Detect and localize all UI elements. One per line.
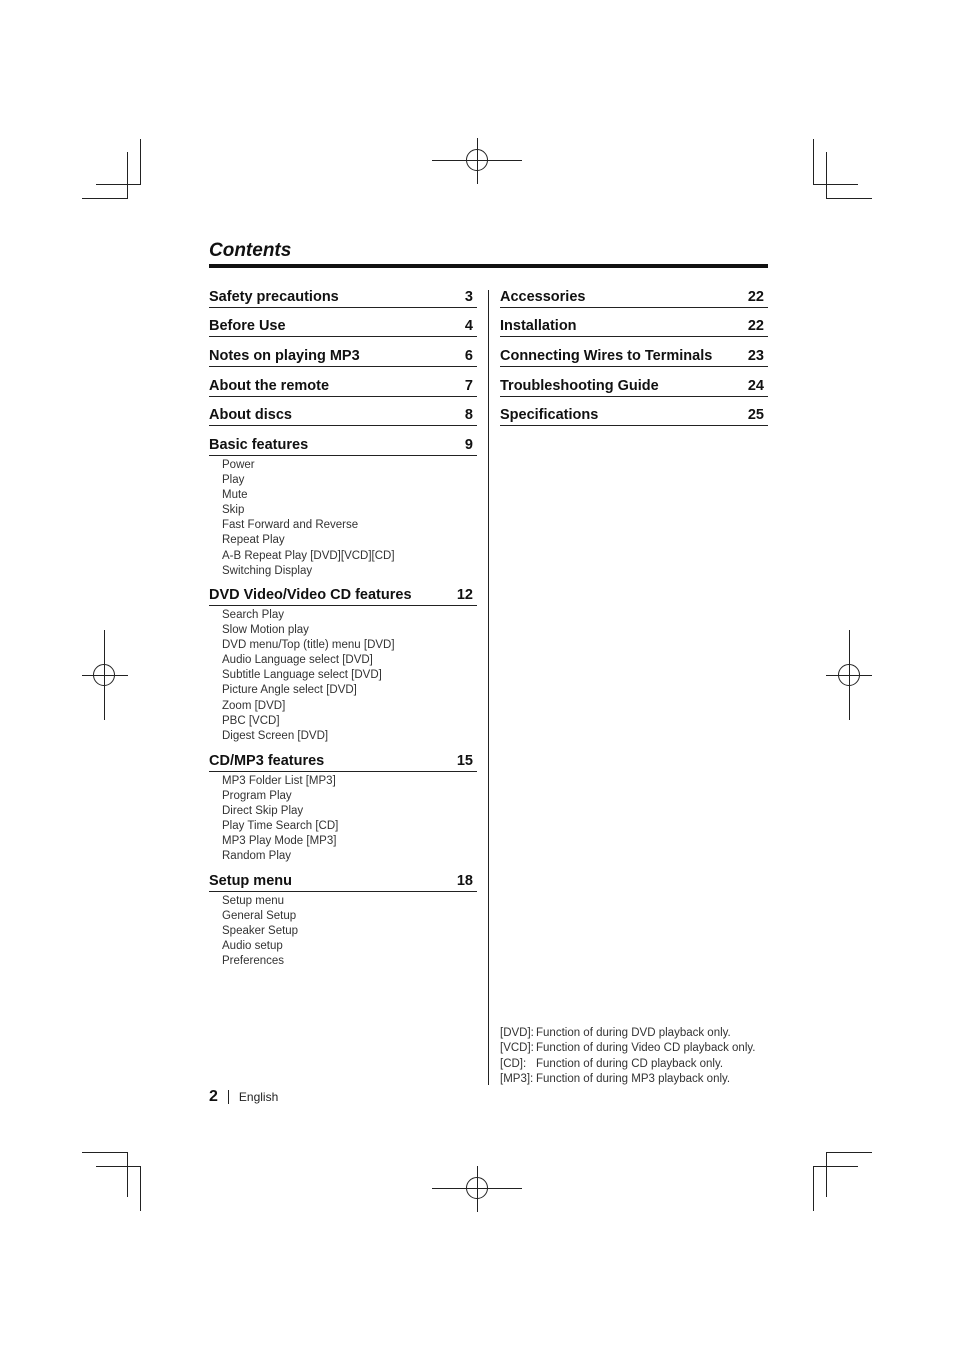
toc-subitem[interactable]: Play Time Search [CD] [222, 820, 339, 833]
toc-entry-label: DVD Video/Video CD features [209, 587, 412, 603]
toc-entry[interactable] [209, 345, 477, 367]
crop-mark [96, 184, 141, 185]
title-rule [209, 264, 768, 268]
note-text: Function of during MP3 playback only. [536, 1072, 731, 1085]
toc-entry[interactable] [500, 345, 768, 367]
crop-mark [826, 152, 827, 199]
crop-mark [96, 1166, 141, 1167]
toc-entry-label: CD/MP3 features [209, 753, 325, 769]
toc-entry[interactable] [500, 375, 768, 397]
toc-subitem[interactable]: Repeat Play [222, 534, 285, 547]
toc-subitem[interactable]: Direct Skip Play [222, 805, 304, 818]
crop-mark [140, 1166, 141, 1211]
toc-entry[interactable] [500, 286, 768, 308]
note-text: Function of during DVD playback only. [536, 1027, 731, 1039]
crop-mark [826, 1152, 827, 1197]
toc-entry-page: 3 [464, 289, 473, 305]
toc-entry[interactable] [209, 375, 477, 397]
toc-subitem[interactable]: PBC [VCD] [222, 714, 280, 727]
toc-entry-page: 15 [456, 753, 473, 769]
crop-mark [127, 152, 128, 199]
toc-entry[interactable] [500, 404, 768, 426]
crop-mark [813, 1166, 858, 1167]
crop-mark [82, 198, 128, 199]
toc-entry-label: Specifications [500, 407, 599, 423]
toc-entry-label: Installation [500, 318, 577, 334]
toc-entry-page: 6 [464, 348, 473, 364]
note-row [500, 1057, 755, 1072]
toc-entry[interactable] [209, 404, 477, 426]
toc-subitem[interactable]: Picture Angle select [DVD] [222, 684, 357, 697]
toc-sublist [222, 608, 395, 744]
note-row [500, 1072, 755, 1087]
note-key: [CD]: [500, 1057, 527, 1070]
toc-subitem[interactable]: Audio Language select [DVD] [222, 654, 373, 667]
registration-circle [466, 1177, 488, 1199]
note-row [500, 1026, 755, 1041]
crop-mark [813, 139, 814, 185]
toc-entry-label: About the remote [209, 378, 330, 394]
toc-entry-page: 22 [747, 318, 764, 334]
toc-entry[interactable] [500, 315, 768, 337]
toc-entry-page: 23 [747, 348, 764, 364]
toc-subitem[interactable]: Setup menu [222, 895, 285, 907]
note-text: Function of during Video CD playback only. [536, 1042, 756, 1055]
crop-mark [82, 1152, 128, 1153]
note-key: [MP3]: [500, 1072, 534, 1085]
column-divider [488, 290, 489, 1085]
toc-sublist [222, 458, 395, 579]
toc-entry-page: 12 [456, 587, 473, 603]
toc-entry[interactable] [209, 870, 477, 892]
page-number: 2 [209, 1088, 218, 1105]
crop-mark [140, 139, 141, 185]
toc-subitem[interactable]: Speaker Setup [222, 925, 299, 938]
toc-entry-label: Connecting Wires to Terminals [500, 348, 713, 364]
page-footer [209, 1088, 278, 1106]
toc-subitem[interactable]: Mute [222, 489, 248, 502]
toc-entry-page: 9 [464, 437, 473, 453]
note-text: Function of during CD playback only. [536, 1057, 724, 1070]
crop-mark [813, 184, 858, 185]
toc-subitem[interactable]: Play [222, 474, 245, 487]
toc-subitem[interactable]: DVD menu/Top (title) menu [DVD] [222, 639, 395, 652]
registration-circle [838, 664, 860, 686]
toc-entry-page: 8 [464, 407, 473, 423]
toc-subitem[interactable]: General Setup [222, 910, 297, 923]
toc-subitem[interactable]: Digest Screen [DVD] [222, 729, 329, 742]
toc-entry-label: Notes on playing MP3 [209, 348, 360, 364]
note-row [500, 1041, 755, 1056]
toc-subitem[interactable]: Slow Motion play [222, 624, 309, 637]
toc-subitem[interactable]: Power [222, 459, 255, 471]
toc-entry-label: Setup menu [209, 873, 292, 889]
toc-subitem[interactable]: Skip [222, 504, 245, 517]
toc-subitem[interactable]: MP3 Folder List [MP3] [222, 775, 336, 787]
crop-mark [826, 1152, 872, 1153]
toc-entry-page: 18 [456, 873, 473, 889]
footer-language: English [238, 1090, 279, 1104]
toc-entry[interactable] [209, 315, 477, 337]
page-title: Contents [209, 240, 292, 261]
toc-entry[interactable] [209, 434, 477, 456]
toc-subitem[interactable]: Fast Forward and Reverse [222, 519, 359, 532]
registration-circle [93, 664, 115, 686]
toc-subitem[interactable]: A-B Repeat Play [DVD][VCD][CD] [222, 549, 395, 562]
toc-subitem[interactable]: Zoom [DVD] [222, 699, 286, 712]
toc-sublist [222, 774, 338, 865]
toc-subitem[interactable]: MP3 Play Mode [MP3] [222, 835, 337, 848]
toc-entry-page: 25 [747, 407, 764, 423]
toc-sublist [222, 894, 298, 969]
toc-subitem[interactable]: Program Play [222, 790, 292, 803]
crop-mark [127, 1152, 128, 1197]
toc-entry-page: 24 [747, 378, 764, 394]
toc-entry-label: Accessories [500, 289, 586, 305]
toc-entry-label: Before Use [209, 318, 286, 334]
note-key: [VCD]: [500, 1042, 534, 1055]
note-key: [DVD]: [500, 1027, 534, 1039]
toc-entry-page: 7 [464, 378, 473, 394]
toc-subitem[interactable]: Search Play [222, 609, 285, 621]
crop-mark [826, 198, 872, 199]
footer-divider [228, 1090, 229, 1104]
toc-entry-label: About discs [209, 407, 292, 423]
legend-notes [500, 1026, 755, 1087]
toc-entry-label: Safety precautions [209, 289, 339, 305]
toc-subitem[interactable]: Audio setup [222, 940, 283, 953]
toc-entry-page: 22 [747, 289, 764, 305]
registration-circle [466, 149, 488, 171]
crop-mark [813, 1166, 814, 1211]
toc-entry-label: Basic features [209, 437, 309, 453]
toc-subitem[interactable]: Preferences [222, 955, 285, 968]
toc-entry-label: Troubleshooting Guide [500, 378, 659, 394]
toc-subitem[interactable]: Random Play [222, 850, 292, 863]
toc-entry[interactable] [209, 584, 477, 606]
toc-subitem[interactable]: Switching Display [222, 564, 313, 577]
toc-entry-page: 4 [464, 318, 473, 334]
toc-entry[interactable] [209, 750, 477, 772]
toc-subitem[interactable]: Subtitle Language select [DVD] [222, 669, 382, 682]
toc-entry[interactable] [209, 286, 477, 308]
